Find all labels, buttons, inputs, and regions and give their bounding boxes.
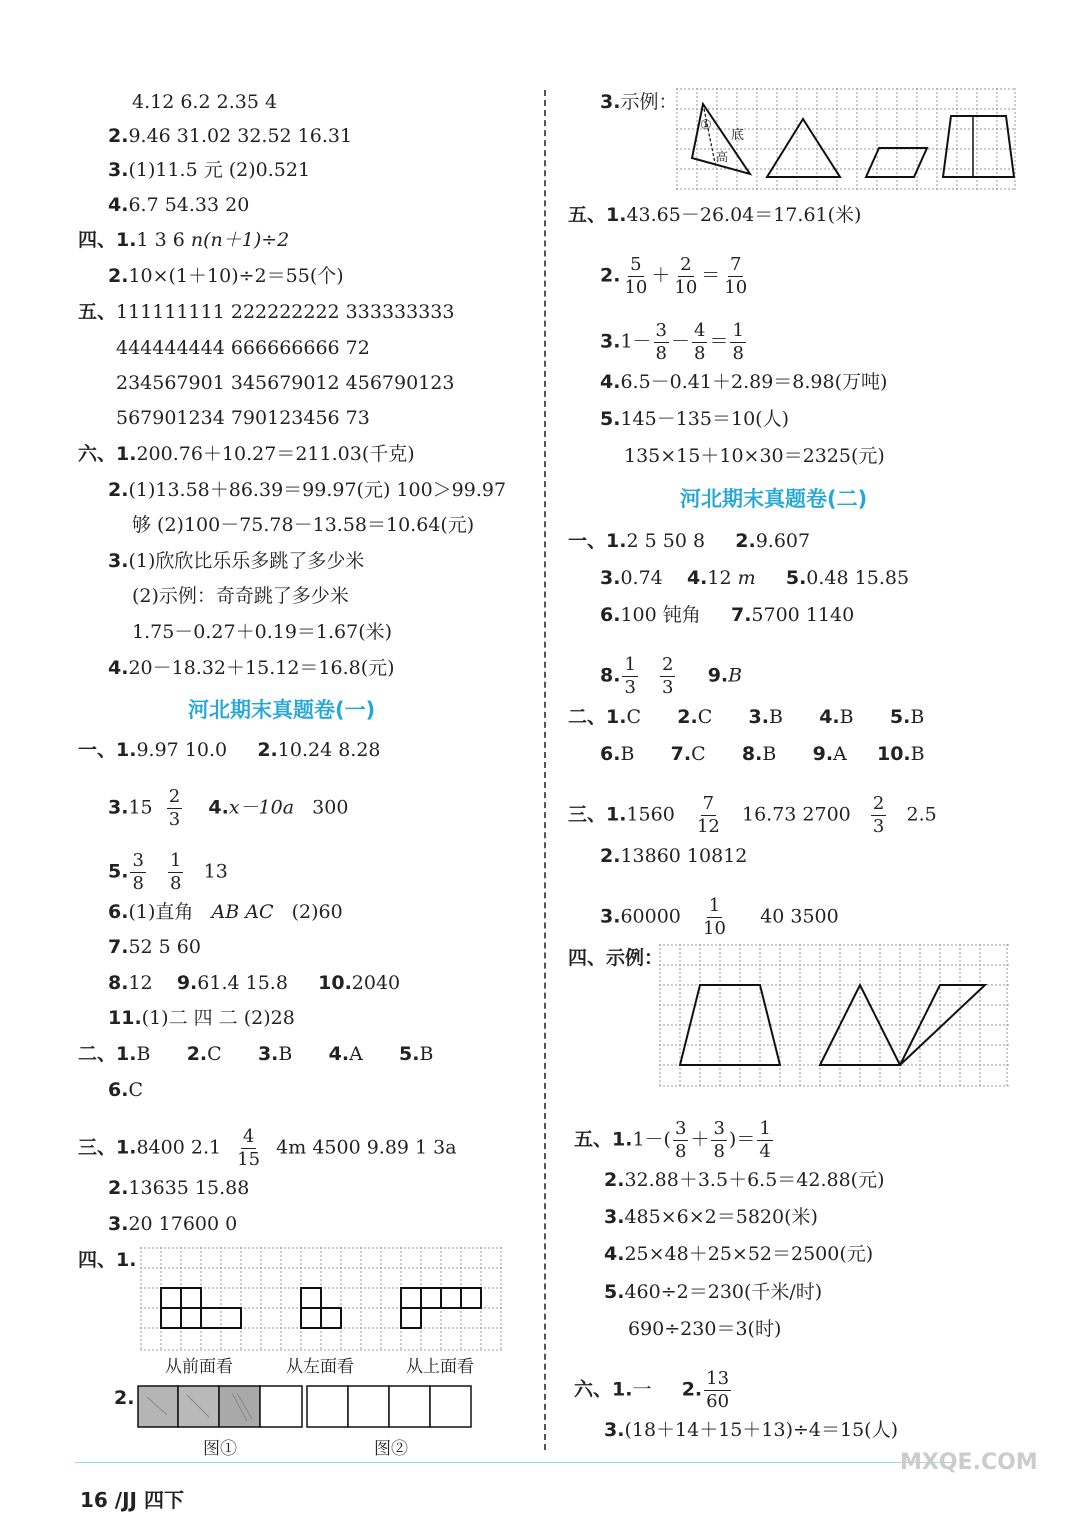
view-caption: 从左面看 — [286, 1357, 354, 1377]
trapezoid-parallelogram-grid — [659, 944, 1009, 1088]
answer-line: 2.10×(1＋10)÷2＝55(个) — [108, 265, 344, 287]
figure-2-boxes — [306, 1385, 474, 1429]
triangle-label: 高 — [716, 150, 729, 164]
answer-line: 3.(1)欣欣比乐乐多跳了多少米 — [108, 550, 365, 572]
fraction: $\frac{1}{8}$ — [170, 850, 182, 894]
watermark: MXQE.COM — [900, 1450, 1038, 1475]
fraction: $\frac{3}{8}$ — [713, 1118, 725, 1162]
figure-caption: 图② — [374, 1439, 408, 1459]
answer-line: 三、1.8400 2.1 $\frac{4}{15}$ 4m 4500 9.89 1 3a — [78, 1126, 457, 1170]
answer-line: 6.C — [108, 1079, 143, 1101]
fraction: $\frac{2}{10}$ — [674, 254, 698, 298]
answer-line: 3.15 $\frac{2}{3}$ 4.x－10a 300 — [108, 786, 349, 830]
fraction: $\frac{2}{3}$ — [168, 786, 181, 830]
fraction: $\frac{2}{3}$ — [872, 793, 885, 837]
fraction: $\frac{7}{10}$ — [724, 254, 748, 298]
fraction: $\frac{1}{10}$ — [703, 895, 726, 939]
figure-caption: 图① — [203, 1439, 237, 1459]
answer-line: 3.0.74 4.12 m 5.0.48 15.85 — [600, 567, 910, 589]
answer-line: (2)示例：奇奇跳了多少米 — [132, 585, 349, 607]
answer-line: 3.(18＋14＋15＋13)÷4＝15(人) — [604, 1419, 898, 1441]
answer-line: 六、1.200.76＋10.27＝211.03(千克) — [78, 443, 415, 465]
fraction: $\frac{4}{15}$ — [237, 1126, 261, 1170]
answer-line: 二、1.B 2.C 3.B 4.A 5.B — [78, 1043, 434, 1065]
answer-line: 8.12 9.61.4 15.8 10.2040 — [108, 972, 401, 994]
answer-line: 2.32.88＋3.5＋6.5＝42.88(元) — [604, 1169, 885, 1191]
answer-line: 2. — [114, 1387, 135, 1409]
fraction: $\frac{3}{8}$ — [674, 1118, 687, 1162]
answer-line: 2.(1)13.58＋86.39＝99.97(元) 100＞99.97 — [108, 479, 507, 501]
answer-line: 5.460÷2＝230(千米/时) — [604, 1281, 823, 1303]
triangle-label: 底 — [731, 128, 745, 143]
answer-line: 1.75－0.27＋0.19＝1.67(米) — [132, 621, 393, 643]
page-number: 16 /JJ 四下 — [80, 1488, 184, 1512]
answer-line: 够 (2)100－75.78－13.58＝10.64(元) — [132, 514, 475, 536]
answer-line: 五、1.1－( $\frac{3}{8}$ ＋ $\frac{3}{8}$ )＝ $\frac{1}{4}$ — [574, 1118, 771, 1162]
answer-line: 4.20－18.32＋15.12＝16.8(元) — [108, 657, 395, 679]
answer-line: 4.6.7 54.33 20 — [108, 194, 250, 216]
answer-line: 4.12 6.2 2.35 4 — [132, 91, 278, 113]
view-caption: 从上面看 — [406, 1357, 474, 1377]
answer-line: 6.B 7.C 8.B 9.A 10.B — [600, 743, 925, 765]
answer-line: 3.(1)11.5 元 (2)0.521 — [108, 159, 311, 181]
answer-line: 3.1－ $\frac{3}{8}$ － $\frac{4}{8}$ ＝ $\frac{1}{8}$ — [600, 320, 744, 364]
answer-line: 2.13635 15.88 — [108, 1177, 250, 1199]
answer-line: 2. $\frac{5}{10}$ ＋ $\frac{2}{10}$ ＝ $\frac{7}{10}$ — [600, 254, 748, 298]
fraction: $\frac{13}{60}$ — [706, 1368, 730, 1412]
fraction: $\frac{4}{8}$ — [694, 320, 706, 364]
answer-line: 2.13860 10812 — [600, 845, 748, 867]
answer-line: 567901234 790123456 73 — [116, 407, 370, 429]
answer-line: 7.52 5 60 — [108, 936, 201, 958]
answer-line: 2.9.46 31.02 32.52 16.31 — [108, 125, 353, 147]
three-view-grid — [140, 1247, 502, 1351]
answer-line: 四、1.1 3 6 n(n＋1)÷2 — [78, 229, 290, 251]
fraction: $\frac{2}{3}$ — [662, 654, 674, 698]
answer-line: 4.6.5－0.41＋2.89＝8.98(万吨) — [600, 371, 888, 393]
fraction: $\frac{5}{10}$ — [624, 254, 648, 298]
answer-line: 3.20 17600 0 — [108, 1213, 238, 1235]
answer-line: 3.60000 $\frac{1}{10}$ 40 3500 — [600, 895, 839, 939]
fraction: $\frac{3}{8}$ — [655, 320, 667, 364]
shape-example-grid — [676, 88, 1016, 192]
figure-1-boxes — [137, 1385, 305, 1429]
answer-line: 5. $\frac{3}{8}$ $\frac{1}{8}$ 13 — [108, 850, 228, 894]
answer-line: 六、1.一 2. $\frac{13}{60}$ — [574, 1368, 730, 1412]
answer-line: 四、1. — [78, 1249, 137, 1271]
section-heading: 河北期末真题卷(一) — [188, 698, 376, 722]
answer-line: 234567901 345679012 456790123 — [116, 372, 455, 394]
answer-line: 一、1.2 5 50 8 2.9.607 — [568, 530, 811, 552]
answer-line: 5.145－135＝10(人) — [600, 408, 789, 430]
answer-line: 三、1.1560 $\frac{7}{12}$ 16.73 2700 $\frac{2}{3}$ 2.5 — [568, 793, 937, 837]
answer-line: 8. $\frac{1}{3}$ $\frac{2}{3}$ 9.B — [600, 654, 743, 698]
fraction: $\frac{7}{12}$ — [696, 793, 720, 837]
fraction: $\frac{1}{8}$ — [732, 320, 744, 364]
answer-line: 3.示例： — [600, 91, 678, 113]
answer-line: 二、1.C 2.C 3.B 4.B 5.B — [568, 706, 925, 728]
answer-line: 4.25×48＋25×52＝2500(元) — [604, 1243, 874, 1265]
answer-line: 6.(1)直角 AB AC (2)60 — [108, 901, 343, 923]
answer-line: 五、111111111 222222222 333333333 — [78, 301, 455, 323]
fraction: $\frac{1}{4}$ — [759, 1118, 771, 1162]
footer-rule — [75, 1462, 955, 1463]
column-divider — [544, 90, 546, 1450]
answer-line: 6.100 钝角 7.5700 1140 — [600, 604, 855, 626]
answer-line: 444444444 666666666 72 — [116, 337, 370, 359]
answer-line: 五、1.43.65－26.04＝17.61(米) — [568, 204, 862, 226]
answer-line: 四、示例： — [568, 947, 664, 969]
view-caption: 从前面看 — [165, 1357, 233, 1377]
fraction: $\frac{1}{3}$ — [624, 654, 636, 698]
fraction: $\frac{3}{8}$ — [132, 850, 144, 894]
triangle-label: ① — [700, 118, 712, 133]
answer-line: 690÷230＝3(时) — [628, 1318, 782, 1340]
answer-line: 一、1.9.97 10.0 2.10.24 8.28 — [78, 739, 381, 761]
answer-line: 135×15＋10×30＝2325(元) — [624, 445, 885, 467]
answer-line: 11.(1)二 四 二 (2)28 — [108, 1007, 295, 1029]
answer-line: 3.485×6×2＝5820(米) — [604, 1206, 818, 1228]
section-heading: 河北期末真题卷(二) — [680, 487, 868, 511]
